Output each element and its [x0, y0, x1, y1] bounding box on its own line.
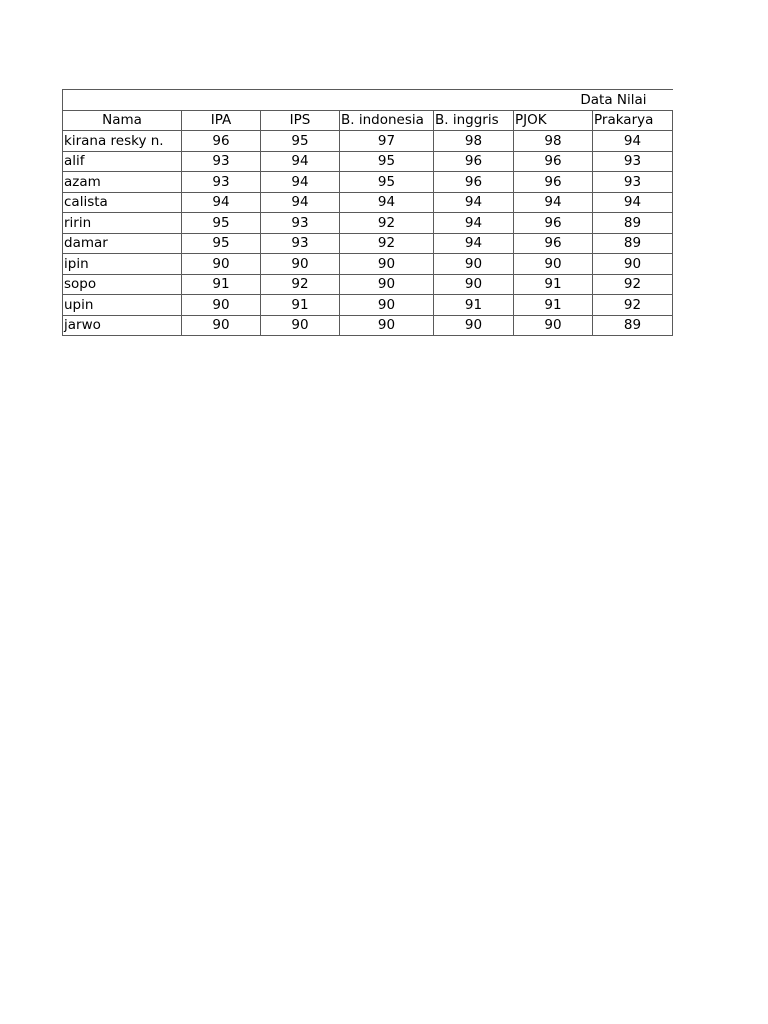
table-row [63, 274, 673, 295]
cell-ips: 93 [261, 213, 340, 234]
cell-ipa: 96 [182, 131, 261, 152]
title-row [63, 90, 673, 111]
cell-name: calista [63, 192, 182, 213]
cell-pjok: 90 [514, 315, 593, 336]
cell-prakarya: 89 [593, 213, 673, 234]
cell-b-inggris: 94 [434, 213, 514, 234]
table-row [63, 254, 673, 275]
cell-prakarya: 93 [593, 172, 673, 193]
table-row [63, 213, 673, 234]
cell-b-inggris: 90 [434, 254, 514, 275]
header-pjok: PJOK [514, 110, 593, 131]
table-row [63, 151, 673, 172]
cell-prakarya: 93 [593, 151, 673, 172]
cell-pjok: 96 [514, 151, 593, 172]
cell-b-inggris: 90 [434, 274, 514, 295]
header-ipa: IPA [182, 110, 261, 131]
cell-ips: 95 [261, 131, 340, 152]
cell-pjok: 98 [514, 131, 593, 152]
cell-b-inggris: 94 [434, 192, 514, 213]
cell-pjok: 94 [514, 192, 593, 213]
cell-name: jarwo [63, 315, 182, 336]
table-row [63, 172, 673, 193]
cell-b-indonesia: 97 [340, 131, 434, 152]
cell-b-inggris: 90 [434, 315, 514, 336]
cell-prakarya: 89 [593, 233, 673, 254]
cell-b-indonesia: 90 [340, 274, 434, 295]
cell-pjok: 96 [514, 233, 593, 254]
cell-ips: 94 [261, 172, 340, 193]
cell-ips: 94 [261, 151, 340, 172]
cell-ips: 93 [261, 233, 340, 254]
cell-pjok: 96 [514, 213, 593, 234]
header-row [63, 110, 673, 131]
cell-prakarya: 89 [593, 315, 673, 336]
cell-b-inggris: 96 [434, 151, 514, 172]
cell-ipa: 93 [182, 172, 261, 193]
table-row [63, 233, 673, 254]
header-prakarya: Prakarya [593, 110, 673, 131]
header-b-inggris: B. inggris [434, 110, 514, 131]
cell-b-indonesia: 90 [340, 295, 434, 316]
cell-ips: 91 [261, 295, 340, 316]
cell-name: kirana resky n. [63, 131, 182, 152]
cell-b-inggris: 96 [434, 172, 514, 193]
cell-pjok: 90 [514, 254, 593, 275]
cell-b-indonesia: 94 [340, 192, 434, 213]
table-row [63, 295, 673, 316]
cell-name: ririn [63, 213, 182, 234]
cell-pjok: 91 [514, 274, 593, 295]
cell-ipa: 95 [182, 213, 261, 234]
cell-pjok: 96 [514, 172, 593, 193]
cell-ips: 90 [261, 315, 340, 336]
cell-ipa: 90 [182, 295, 261, 316]
cell-prakarya: 94 [593, 192, 673, 213]
cell-name: alif [63, 151, 182, 172]
cell-b-indonesia: 92 [340, 213, 434, 234]
table-row [63, 315, 673, 336]
cell-ipa: 95 [182, 233, 261, 254]
cell-b-inggris: 94 [434, 233, 514, 254]
cell-b-inggris: 91 [434, 295, 514, 316]
header-b-indonesia: B. indonesia [340, 110, 434, 131]
table-row [63, 192, 673, 213]
cell-ips: 92 [261, 274, 340, 295]
header-nama: Nama [63, 110, 182, 131]
cell-prakarya: 92 [593, 274, 673, 295]
cell-name: damar [63, 233, 182, 254]
spreadsheet-page [62, 89, 672, 336]
cell-ipa: 90 [182, 254, 261, 275]
cell-prakarya: 90 [593, 254, 673, 275]
cell-b-inggris: 98 [434, 131, 514, 152]
cell-ips: 94 [261, 192, 340, 213]
cell-pjok: 91 [514, 295, 593, 316]
cell-ipa: 91 [182, 274, 261, 295]
cell-b-indonesia: 90 [340, 254, 434, 275]
cell-name: azam [63, 172, 182, 193]
cell-ipa: 93 [182, 151, 261, 172]
cell-name: sopo [63, 274, 182, 295]
cell-ips: 90 [261, 254, 340, 275]
cell-ipa: 90 [182, 315, 261, 336]
cell-b-indonesia: 92 [340, 233, 434, 254]
grades-table [62, 89, 673, 336]
cell-ipa: 94 [182, 192, 261, 213]
table-row [63, 131, 673, 152]
cell-prakarya: 94 [593, 131, 673, 152]
table-title: Data Nilai [63, 90, 673, 111]
cell-b-indonesia: 95 [340, 151, 434, 172]
cell-prakarya: 92 [593, 295, 673, 316]
cell-name: ipin [63, 254, 182, 275]
cell-name: upin [63, 295, 182, 316]
cell-b-indonesia: 90 [340, 315, 434, 336]
header-ips: IPS [261, 110, 340, 131]
cell-b-indonesia: 95 [340, 172, 434, 193]
